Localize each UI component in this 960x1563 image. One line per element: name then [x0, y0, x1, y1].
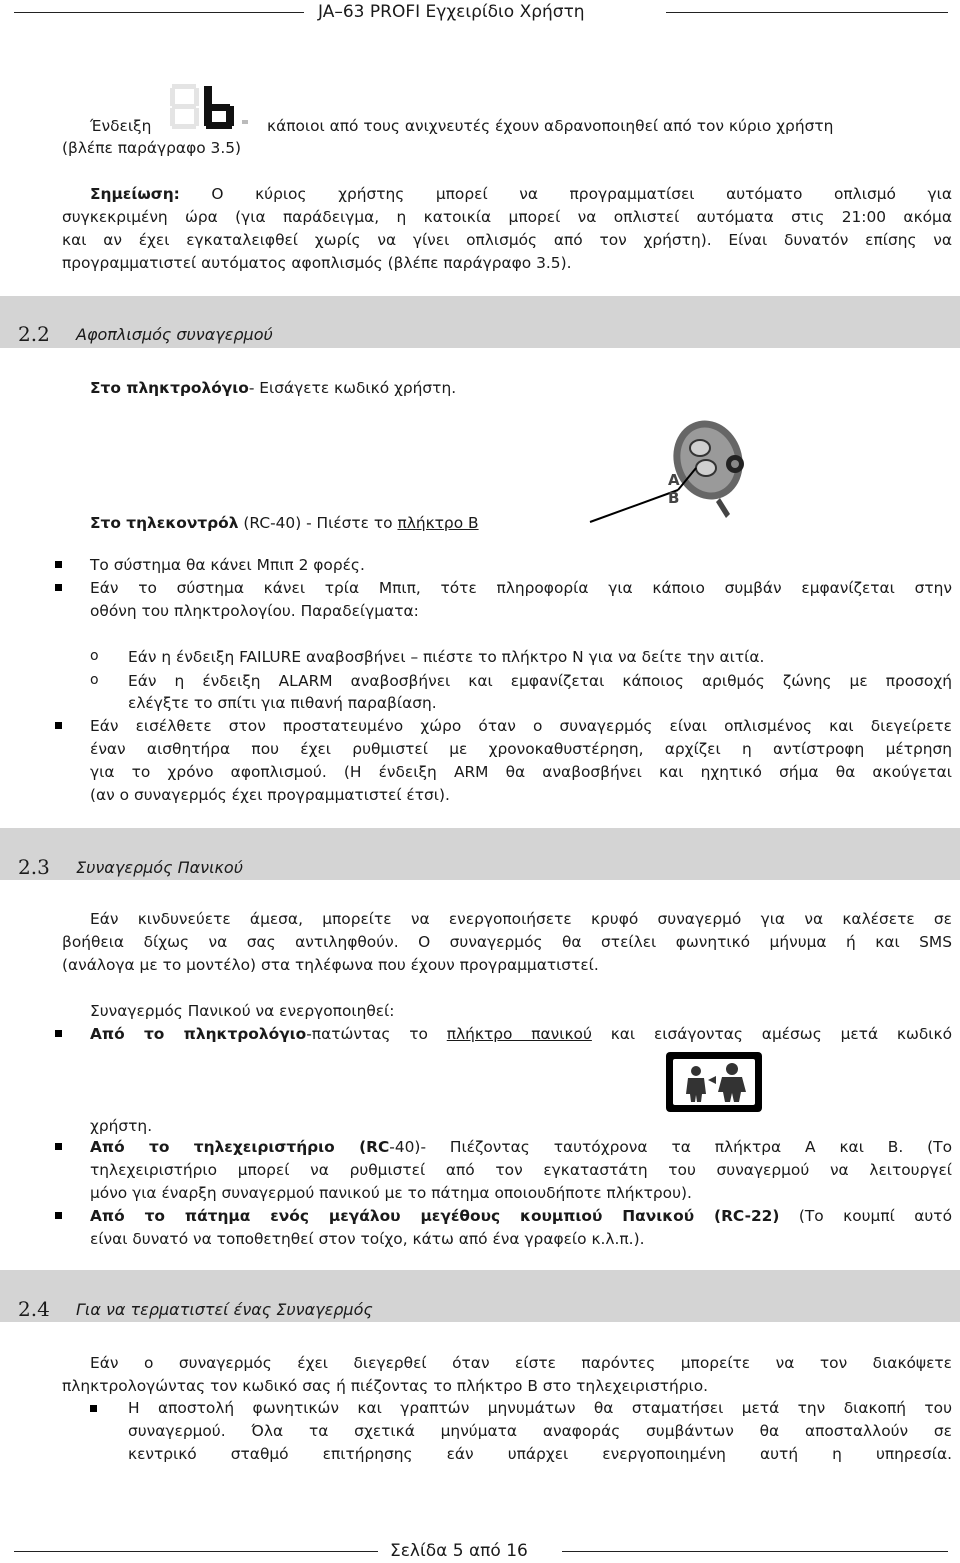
beep-three-line-2: οθόνη του πληκτρολογίου. Παραδείγματα: — [90, 602, 419, 620]
panic-remote-line-1 — [90, 1136, 952, 1158]
remote-label-a: A — [668, 471, 680, 489]
bullet-square — [55, 1143, 62, 1150]
page-header: JA–63 PROFI Εγχειρίδιο Χρήστη — [318, 2, 585, 22]
panic-remote-text: -40)- Πιέζοντας ταυτόχρονα τα πλήκτρα A και B. (Το — [389, 1138, 952, 1156]
remote-button-b-link: πλήκτρο B — [397, 514, 479, 532]
indication-prefix: Ένδειξη — [90, 117, 152, 135]
bullet-square — [90, 1405, 97, 1412]
section-2-4-number: 2.4 — [18, 1297, 50, 1321]
panic-remote-label: Από το τηλεχειριστήριο (RC — [90, 1138, 390, 1156]
failure-example: Εάν η ένδειξη FAILURE αναβοσβήνει – πιέστε το πλήκτρο N για να δείτε την αιτία. — [128, 648, 765, 666]
header-rule-left — [14, 12, 304, 13]
alarm-example-line-2: ελέγξτε το σπίτι για πιθανή παραβίαση. — [128, 694, 437, 712]
panic-keypad-line-1 — [90, 1023, 952, 1045]
indication-line2: (βλέπε παράγραφο 3.5) — [62, 139, 242, 157]
footer-rule-right — [562, 1551, 948, 1552]
remote-text: (RC-40) - Πιέστε το — [238, 514, 398, 532]
keypad-instruction — [90, 377, 456, 399]
panic-remote-line-2: τηλεχειριστήριο μπορεί να ρυθμιστεί από τον εγκαταστάτη του συναγερμού να λειτουργεί — [90, 1161, 952, 1179]
indication-text: κάποιοι από τους ανιχνευτές έχουν αδρανοποιηθεί από τον κύριο χρήστη — [267, 117, 834, 135]
panic-keypad-label: Από το πληκτρολόγιο — [90, 1025, 307, 1043]
entry-delay-line-1: Εάν εισέλθετε στον προστατευμένο χώρο όταν ο συναγερμός είναι οπλισμένος και διεγείρετε — [90, 717, 952, 735]
note-line-1 — [90, 183, 952, 205]
panic-keypad-text-2: και εισάγοντας αμέσως μετά κωδικό — [591, 1025, 952, 1043]
stop-alarm-line-2: πληκτρολογώντας τον κωδικό σας ή πιέζοντας το πλήκτρο B στο τηλεχειριστήριο. — [62, 1377, 709, 1395]
remote-label-b: B — [668, 489, 680, 507]
beep-two-text: Το σύστημα θα κάνει Μπιπ 2 φορές. — [90, 556, 365, 574]
remote-instruction — [90, 512, 479, 534]
bullet-circle: o — [90, 672, 99, 688]
bullet-square — [55, 1212, 62, 1219]
note-text-1: Ο κύριος χρήστης μπορεί να προγραμματίσει αυτόματο οπλισμό για — [211, 185, 952, 203]
section-2-2-title: Αφοπλισμός συναγερμού — [76, 325, 273, 344]
panic-intro-line-1: Εάν κινδυνεύετε άμεσα, μπορείτε να ενεργοποιήσετε κρυφό συναγερμό για να καλέσετε σε — [90, 910, 952, 928]
bullet-square — [55, 722, 62, 729]
entry-delay-line-3: για το χρόνο αφοπλισμού. (Η ένδειξη ARM θα αναβοσβήνει και ηχητικό σήμα θα ακούγεται — [90, 763, 952, 781]
panic-button-link: πλήκτρο πανικού — [446, 1025, 592, 1043]
panic-rc22-line-2: είναι δυνατό να τοποθετηθεί στον τοίχο, κάτω από ένα γραφείο κ.λ.π.). — [90, 1230, 645, 1248]
note-line-3: και αν έχει εγκαταλειφθεί χωρίς να γίνει οπλισμός από τον χρήστη). Είναι δυνατόν επίσης να — [62, 231, 952, 249]
entry-delay-line-2: έναν αισθητήρα που έχει ρυθμιστεί με χρονοκαθυστέρηση, αρχίζει η αντίστροφη μέτρηση — [90, 740, 952, 758]
bullet-square — [55, 1030, 62, 1037]
keypad-text: - Εισάγετε κωδικό χρήστη. — [248, 379, 457, 397]
section-2-2-number: 2.2 — [18, 322, 50, 346]
panic-intro-line-3: (ανάλογα με το μοντέλο) στα τηλέφωνα που έχουν προγραμματιστεί. — [62, 956, 599, 974]
panic-activation-intro: Συναγερμός Πανικού να ενεργοποιηθεί: — [90, 1002, 395, 1020]
page-number: Σελίδα 5 από 16 — [390, 1541, 528, 1561]
header-rule-right — [666, 12, 948, 13]
panic-rc22-line-1 — [90, 1205, 952, 1227]
entry-delay-line-4: (αν ο συναγερμός έχει προγραμματιστεί έτσι). — [90, 786, 450, 804]
segment-display-icon — [166, 80, 262, 132]
section-2-4-title: Για να τερματιστεί ένας Συναγερμός — [76, 1300, 373, 1319]
beep-three-line-1: Εάν το σύστημα κάνει τρία Μπιπ, τότε πληροφορία για κάποιο συμβάν εμφανίζεται στην — [90, 579, 952, 597]
footer-rule-left — [14, 1551, 378, 1552]
stop-messages-line-1: Η αποστολή φωνητικών και γραπτών μηνυμάτων θα σταματήσει μετά την διακοπή του — [128, 1399, 952, 1417]
note-line-4: προγραμματιστεί αυτόματος αφοπλισμός (βλέπε παράγραφο 3.5). — [62, 254, 572, 272]
panic-rc22-text: (Το κουμπί αυτό — [779, 1207, 952, 1225]
stop-alarm-line-1: Εάν ο συναγερμός έχει διεγερθεί όταν είστε παρόντες μπορείτε να τον διακόψετε — [90, 1354, 952, 1372]
section-2-3-number: 2.3 — [18, 855, 50, 879]
panic-rc22-label: Από το πάτημα ενός μεγάλου μεγέθους κουμπιού Πανικού (RC-22) — [90, 1207, 780, 1225]
note-label: Σημείωση: — [90, 185, 180, 203]
panic-remote-line-3: μόνο για έναρξη συναγερμού πανικού με το πάτημα οποιουδήποτε πλήκτρου). — [90, 1184, 692, 1202]
stop-messages-line-2: συναγερμού. Όλα τα σχετικά μηνύματα αναφοράς συμβάντων θα αποσταλλούν σε — [128, 1422, 952, 1440]
bullet-square — [55, 584, 62, 591]
bullet-circle: o — [90, 648, 99, 664]
keypad-label: Στο πληκτρολόγιο — [90, 379, 249, 397]
stop-messages-line-3: κεντρικό σταθμό επιτήρησης εάν υπάρχει ενεργοποιημένη αυτή η υπηρεσία. — [128, 1445, 952, 1463]
remote-label: Στο τηλεκοντρόλ — [90, 514, 239, 532]
panic-keypad-line-2: χρήστη. — [90, 1117, 153, 1135]
remote-control-image — [560, 418, 770, 530]
alarm-example-line-1: Εάν η ένδειξη ALARM αναβοσβήνει και εμφανίζεται κάποιος αριθμός ζώνης με προσοχή — [128, 672, 952, 690]
section-2-3-title: Συναγερμός Πανικού — [76, 858, 243, 877]
panic-intro-line-2: βοήθεια δίχως να σας αντιληφθούν. Ο συναγερμός θα στείλει φωνητικό μήνυμα ή και SMS — [62, 933, 952, 951]
panic-button-icon — [664, 1050, 764, 1114]
note-line-2: συγκεκριμένη ώρα (για παράδειγμα, η κατοικία μπορεί να οπλιστεί αυτόματα στις 21:00 ακόμα — [62, 208, 952, 226]
panic-keypad-text: -πατώντας το — [306, 1025, 447, 1043]
bullet-square — [55, 561, 62, 568]
